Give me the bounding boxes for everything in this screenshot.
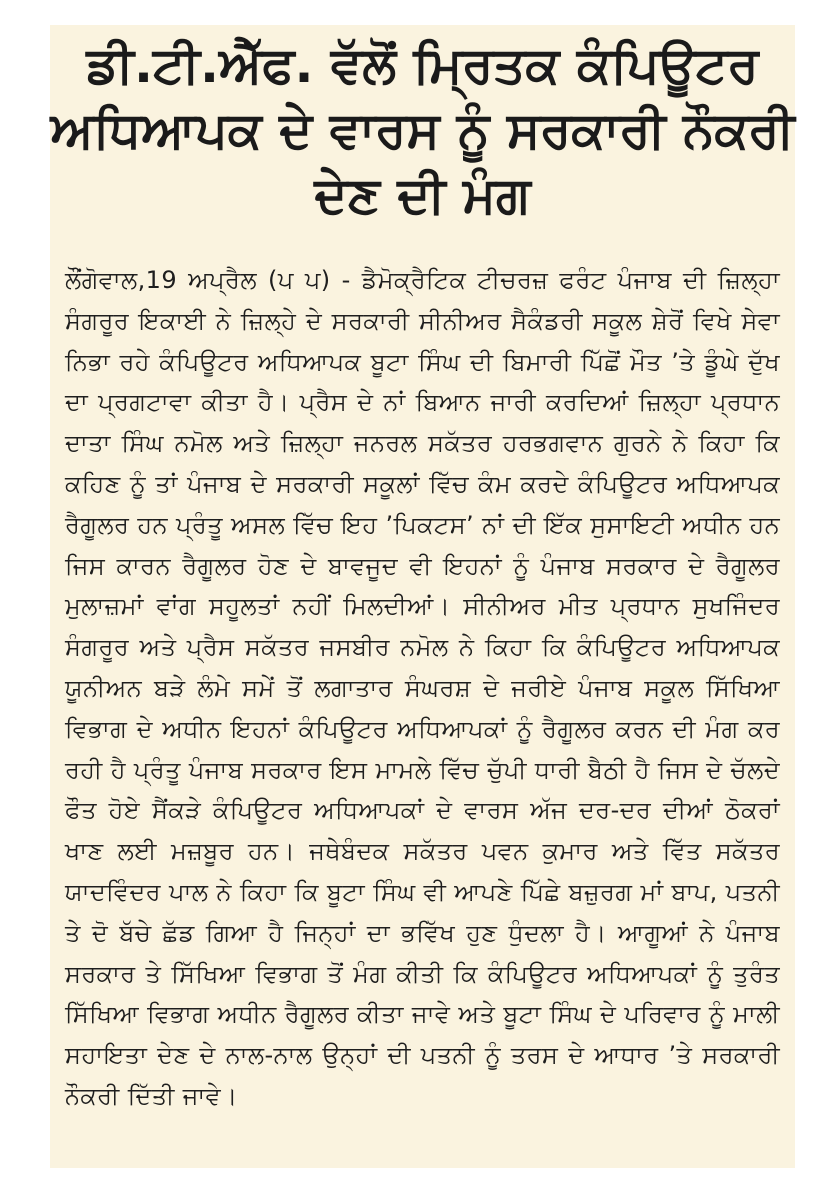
news-clipping	[50, 25, 795, 1168]
article-headline: ਡੀ.ਟੀ.ਐੱਫ. ਵੱਲੋਂ ਮ੍ਰਿਤਕ ਕੰਪਿਊਟਰ ਅਧਿਆਪਕ ਦੇ ਵਾਰਸ ਨੂੰ ਸਰਕਾਰੀ ਨੌਕਰੀ ਦੇਣ ਦੀ ਮੰਗ	[50, 36, 795, 224]
article-body: ਲੌਂਗੋਵਾਲ,19 ਅਪ੍ਰੈਲ (ਪ ਪ) - ਡੈਮੋਕ੍ਰੈਟਿਕ ਟੀਚਰਜ਼ ਫਰੰਟ ਪੰਜਾਬ ਦੀ ਜ਼ਿਲ੍ਹਾ ਸੰਗਰੂਰ ਇਕਾਈ ਨੇ ਜ਼ਿਲ੍ਹੇ ਦੇ ਸਰਕਾਰੀ ਸੀਨੀਅਰ ਸੈਕੰਡਰੀ ਸਕੂਲ ਸ਼ੇਰੋਂ ਵਿਖੇ ਸੇਵਾ ਨਿਭਾ ਰਹੇ ਕੰਪਿਊਟਰ ਅਧਿਆਪਕ ਬੂਟਾ ਸਿੰਘ ਦੀ ਬਿਮਾਰੀ ਪਿੱਛੋਂ ਮੌਤ ’ਤੇ ਡੂੰਘੇ ਦੁੱਖ ਦਾ ਪ੍ਰਗਟਾਵਾ ਕੀਤਾ ਹੈ। ਪ੍ਰੈਸ ਦੇ ਨਾਂ ਬਿਆਨ ਜਾਰੀ ਕਰਦਿਆਂ ਜ਼ਿਲ੍ਹਾ ਪ੍ਰਧਾਨ ਦਾਤਾ ਸਿੰਘ ਨਮੋਲ ਅਤੇ ਜ਼ਿਲ੍ਹਾ ਜਨਰਲ ਸਕੱਤਰ ਹਰਭਗਵਾਨ ਗੁਰਨੇ ਨੇ ਕਿਹਾ ਕਿ ਕਹਿਣ ਨੂੰ ਤਾਂ ਪੰਜਾਬ ਦੇ ਸਰਕਾਰੀ ਸਕੂਲਾਂ ਵਿੱਚ ਕੰਮ ਕਰਦੇ ਕੰਪਿਊਟਰ ਅਧਿਆਪਕ ਰੈਗੂਲਰ ਹਨ ਪ੍ਰੰਤੂ ਅਸਲ ਵਿੱਚ ਇਹ ’ਪਿਕਟਸ’ ਨਾਂ ਦੀ ਇੱਕ ਸੁਸਾਇਟੀ ਅਧੀਨ ਹਨ ਜਿਸ ਕਾਰਨ ਰੈਗੂਲਰ ਹੋਣ ਦੇ ਬਾਵਜੂਦ ਵੀ ਇਹਨਾਂ ਨੂੰ ਪੰਜਾਬ ਸਰਕਾਰ ਦੇ ਰੈਗੂਲਰ ਮੁਲਾਜ਼ਮਾਂ ਵਾਂਗ ਸਹੂਲਤਾਂ ਨਹੀਂ ਮਿਲਦੀਆਂ। ਸੀਨੀਅਰ ਮੀਤ ਪ੍ਰਧਾਨ ਸੁਖਜਿੰਦਰ ਸੰਗਰੂਰ ਅਤੇ ਪ੍ਰੈਸ ਸਕੱਤਰ ਜਸਬੀਰ ਨਮੋਲ ਨੇ ਕਿਹਾ ਕਿ ਕੰਪਿਊਟਰ ਅਧਿਆਪਕ ਯੂਨੀਅਨ ਬੜੇ ਲੰਮੇ ਸਮੇਂ ਤੋਂ ਲਗਾਤਾਰ ਸੰਘਰਸ਼ ਦੇ ਜਰੀਏ ਪੰਜਾਬ ਸਕੂਲ ਸਿੱਖਿਆ ਵਿਭਾਗ ਦੇ ਅਧੀਨ ਇਹਨਾਂ ਕੰਪਿਊਟਰ ਅਧਿਆਪਕਾਂ ਨੂੰ ਰੈਗੂਲਰ ਕਰਨ ਦੀ ਮੰਗ ਕਰ ਰਹੀ ਹੈ ਪ੍ਰੰਤੂ ਪੰਜਾਬ ਸਰਕਾਰ ਇਸ ਮਾਮਲੇ ਵਿੱਚ ਚੁੱਪੀ ਧਾਰੀ ਬੈਠੀ ਹੈ ਜਿਸ ਦੇ ਚੱਲਦੇ ਫੌਤ ਹੋਏ ਸੈਂਕੜੇ ਕੰਪਿਊਟਰ ਅਧਿਆਪਕਾਂ ਦੇ ਵਾਰਸ ਅੱਜ ਦਰ-ਦਰ ਦੀਆਂ ਠੋਕਰਾਂ ਖਾਣ ਲਈ ਮਜ਼ਬੂਰ ਹਨ। ਜਥੇਬੰਦਕ ਸਕੱਤਰ ਪਵਨ ਕੁਮਾਰ ਅਤੇ ਵਿੱਤ ਸਕੱਤਰ ਯਾਦਵਿੰਦਰ ਪਾਲ ਨੇ ਕਿਹਾ ਕਿ ਬੂਟਾ ਸਿੰਘ ਵੀ ਆਪਣੇ ਪਿੱਛੇ ਬਜ਼ੁਰਗ ਮਾਂ ਬਾਪ, ਪਤਨੀ ਤੇ ਦੋ ਬੱਚੇ ਛੱਡ ਗਿਆ ਹੈ ਜਿਨ੍ਹਾਂ ਦਾ ਭਵਿੱਖ ਹੁਣ ਧੁੰਦਲਾ ਹੈ। ਆਗੂਆਂ ਨੇ ਪੰਜਾਬ ਸਰਕਾਰ ਤੇ ਸਿੱਖਿਆ ਵਿਭਾਗ ਤੋਂ ਮੰਗ ਕੀਤੀ ਕਿ ਕੰਪਿਊਟਰ ਅਧਿਆਪਕਾਂ ਨੂੰ ਤੁਰੰਤ ਸਿੱਖਿਆ ਵਿਭਾਗ ਅਧੀਨ ਰੈਗੂਲਰ ਕੀਤਾ ਜਾਵੇ ਅਤੇ ਬੂਟਾ ਸਿੰਘ ਦੇ ਪਰਿਵਾਰ ਨੂੰ ਮਾਲੀ ਸਹਾਇਤਾ ਦੇਣ ਦੇ ਨਾਲ-ਨਾਲ ਉਨ੍ਹਾਂ ਦੀ ਪਤਨੀ ਨੂੰ ਤਰਸ ਦੇ ਆਧਾਰ ’ਤੇ ਸਰਕਾਰੀ ਨੌਕਰੀ ਦਿੱਤੀ ਜਾਵੇ।	[65, 266, 780, 1110]
